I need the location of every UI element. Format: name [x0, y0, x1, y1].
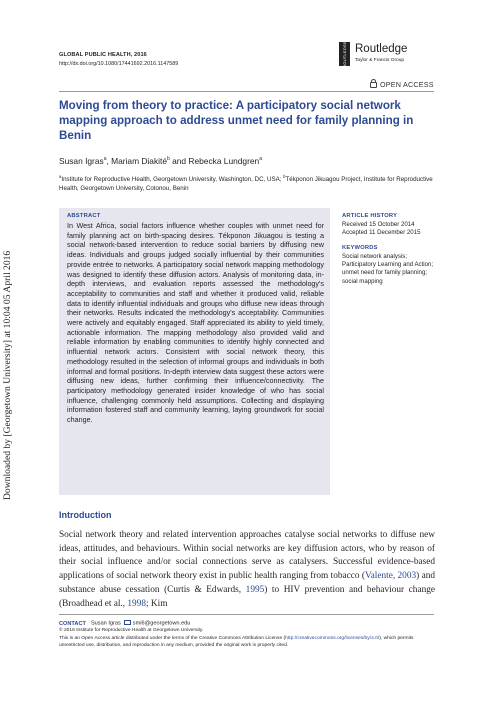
keywords-heading: KEYWORDS: [342, 245, 378, 251]
open-access-badge: [370, 80, 434, 89]
contact-label: CONTACT: [59, 620, 86, 627]
article-history-heading: ARTICLE HISTORY: [342, 213, 398, 219]
author-affiliation-mark: a: [259, 156, 262, 163]
email-icon: [124, 620, 131, 626]
abstract-heading: ABSTRACT: [67, 213, 101, 219]
contact-email[interactable]: smi6@georgetown.edu: [132, 620, 191, 627]
footer-divider: [59, 614, 434, 615]
contact-name: Susan Igras: [90, 620, 121, 627]
citation-link[interactable]: 1995: [245, 584, 265, 595]
author-name: Susan Igras: [59, 156, 104, 166]
accepted-date: Accepted 11 December 2015: [342, 229, 421, 236]
introduction-paragraph: Social network theory and related intervention approaches catalyse social networks to diffuse new ideas, attitudes, and behaviours. Within social networks are key diffusion actors, who by reason of their social influence and/or social connections serve as catalysers. Successful evidence-based applications of social network theory exist in public health ranging from tobacco (Valente, 2003) and substance abuse cessation (Curtis & Edwards, 1995) to HIV prevention and behaviour change (Broadhead et al., 1998; Kim: [59, 530, 436, 609]
citation-link[interactable]: Valente, 2003: [364, 571, 417, 582]
publisher-name: Routledge: [355, 43, 408, 55]
affiliations: $^a$Institute for Reproductive Health, Georgetown University, Washington, DC, USA; $^b$Tékponon Jikuagou Project, Institute for Reproductive Health, Georgetown University, Cotonou, Benin: [59, 174, 433, 193]
open-access-label: OPEN ACCESS: [380, 80, 434, 89]
article-title: Moving from theory to practice: A participatory social network mapping approach to address unmet need for family planning in Benin: [59, 99, 414, 142]
open-lock-icon: [370, 82, 377, 88]
watermark-text: Downloaded by [Georgetown University] at 10:04 05 April 2016: [2, 250, 13, 500]
journal-name: GLOBAL PUBLIC HEALTH, 2016: [59, 52, 147, 58]
keywords-text: Social network analysis; Participatory Learning and Action; unmet need for family planning; social mapping: [342, 253, 434, 285]
header-divider: [59, 91, 434, 92]
copyright-notice: © 2016 Institute for Reproductive Health at Georgetown University.: [59, 628, 204, 633]
contact-line: [59, 619, 190, 627]
received-date: Received 15 October 2014: [342, 221, 415, 228]
author-list: Susan Igras$^a$, Mariam Diakité$^b$ and Rebecka Lundgren$^a$: [59, 156, 262, 166]
publisher-subtitle: Taylor & Francis Group: [355, 58, 405, 63]
license-notice: This is an Open Access article distributed under the terms of the Creative Commons Attribution License (http://creativecommons.org/licenses/by/4.0/), which permits unrestricted use, distribution, and reproduction in any medium, provided the original work is properly cited.: [59, 636, 414, 648]
citation-link[interactable]: 1998: [127, 598, 146, 609]
author-name: Rebecka Lundgren: [188, 156, 260, 166]
download-watermark: [2, 200, 14, 500]
abstract-text: In West Africa, social factors influence whether couples with unmet need for family planning act on birth-spacing desires. Tékponon Jikuagou is testing a social network-based intervention to reduce social barriers by diffusing new ideas. Individuals and groups judged socially influential by their communities provide entrée to networks. A participatory social network mapping methodology was designed to identify these diffusion actors. Analysis of monitoring data, in-depth interviews, and evaluation reports assessed the methodology's acceptability to communities and staff and whether it produced valid, reliable data to identify influential individuals and groups who diffuse new ideas through their networks. Results indicated the methodology's acceptability. Communities were actively and equitably engaged. Staff appreciated its ability to yield timely, actionable information. The mapping methodology also provided valid and reliable information by enabling communities to identify highly connected and influential network actors. Consistent with social network theory, this methodology resulted in the selection of informal groups and individuals in both informal and formal positions. In-depth interview data suggest these actors were diffusing new ideas, further confirming their influence/connectivity. The participatory methodology generated insider knowledge of who has social influence, challenging commonly held assumptions. Collecting and displaying information fostered staff and community learning, laying groundwork for social change.: [67, 221, 324, 425]
author-affiliation-mark: b: [167, 156, 170, 163]
publisher-logo: [339, 42, 439, 70]
introduction-heading: Introduction: [59, 510, 112, 520]
author-name: Mariam Diakité: [111, 156, 167, 166]
author-affiliation-mark: a: [103, 156, 107, 163]
license-link[interactable]: http://creativecommons.org/licenses/by/4.0/: [285, 636, 380, 641]
doi-link[interactable]: http://dx.doi.org/10.1080/17441692.2016.1147589: [59, 61, 179, 67]
routledge-spine-icon: ROUTLEDGE: [339, 42, 350, 66]
